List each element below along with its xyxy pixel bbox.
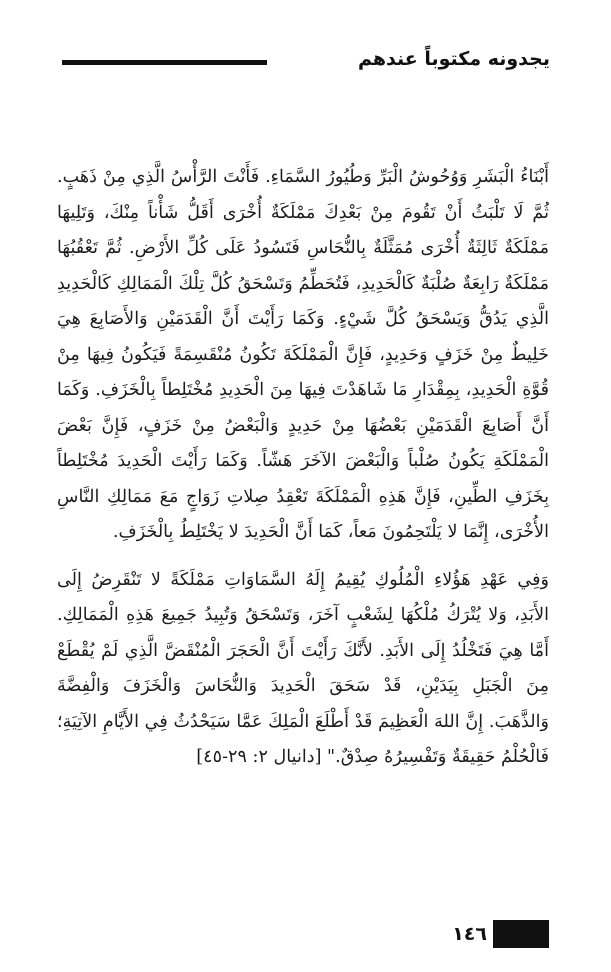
header-rule <box>62 60 267 65</box>
page-number-block <box>493 920 549 948</box>
paragraph-1: أَبْنَاءُ الْبَشَرِ وَوُحُوشُ الْبَرِّ وَطُيُورُ السَّمَاءِ. فَأَنْتَ الرَّأْسُ الَّذِي مِنْ ذَهَبٍ. ثُمَّ لَا تَلْبَثُ أَنْ تَقُومَ مِنْ بَعْدِكَ مَمْلَكَةٌ أُخْرَى أَقَلُّ شَأْناً مِنْكَ، وَتَلِيهَا مَمْلَكَةٌ ثَالِثَةٌ أُخْرَى مُمَثَّلَةٌ بِالنُّحَاسِ فَتَسُودُ عَلَى كُلِّ الأَرْضِ. ثُمَّ تَعْقُبُهَا مَمْلَكَةٌ رَابِعَةٌ صُلْبَةٌ كَالْحَدِيدِ، فَتُحَطِّمُ وَتَسْحَقُ كُلَّ تِلْكَ الْمَمَالِكِ كَالْحَدِيدِ الَّذِي يَدُقُّ وَيَسْحَقُ كُلَّ شَيْءٍ. وَكَمَا رَأَيْتَ أَنَّ الْقَدَمَيْنِ وَالأَصَابِعَ هِيَ خَلِيطٌ مِنْ خَزَفٍ وَحَدِيدٍ، فَإِنَّ الْمَمْلَكَةَ تَكُونُ مُنْقَسِمَةً فَيَكُونُ فِيهَا مِنْ قُوَّةِ الْحَدِيدِ، بِمِقْدَارِ مَا شَاهَدْتَ فِيهَا مِنَ الْحَدِيدِ مُخْتَلِطاً بِالْخَزَفِ. وَكَمَا أَنَّ أَصَابِعَ الْقَدَمَيْنِ بَعْضُهَا مِنْ حَدِيدٍ وَالْبَعْضُ مِنْ خَزَفٍ، فَإِنَّ بَعْضَ الْمَمْلَكَةِ يَكُونُ صُلْباً وَالْبَعْضَ الآخَرَ هَشّاً. وَكَمَا رَأَيْتَ الْحَدِيدَ مُخْتَلِطاً بِخَزَفِ الطِّينِ، فَإِنَّ هَذِهِ الْمَمْلَكَةَ تَعْقِدُ صِلاتِ زَوَاجٍ مَعَ مَمَالِكِ النَّاسِ الأُخْرَى، إِنَّمَا لا يَلْتَحِمُونَ مَعاً، كَمَا أَنَّ الْحَدِيدَ لا يَخْتَلِطُ بِالْخَزَفِ. <box>57 167 549 542</box>
paragraph-2: وَفِي عَهْدِ هَؤُلاءِ الْمُلُوكِ يُقِيمُ إِلَهُ السَّمَاوَاتِ مَمْلَكَةً لا تَنْقَرِضُ إِلَى الأَبَدِ، وَلا يُتْرَكُ مُلْكُهَا لِشَعْبٍ آخَرَ، وَتَسْحَقُ وَتُبِيدُ جَمِيعَ هَذِهِ الْمَمَالِكِ. أَمَّا هِيَ فَتَخْلُدُ إِلَى الأَبَدِ. لأَنَّكَ رَأَيْتَ أَنَّ الْحَجَرَ الْمُنْقَضَّ الَّذِي لَمْ يُقْطَعْ مِنَ الْجَبَلِ بِيَدَيْنِ، قَدْ سَحَقَ الْحَدِيدَ وَالنُّحَاسَ وَالْخَزَفَ وَالْفِضَّةَ وَالذَّهَبَ. إِنَّ اللهَ الْعَظِيمَ قَدْ أَطْلَعَ الْمَلِكَ عَمَّا سَيَحْدُثُ فِي الأَيَّامِ الآتِيَةِ؛ فَالْحُلْمُ حَقِيقَةٌ وَتَفْسِيرُهُ صِدْقٌ." [دانيال ٢: ٢٩-٤٥] <box>57 569 549 767</box>
running-header-title: يجدونه مكتوباً عندهم <box>357 48 550 70</box>
body-text <box>57 160 549 776</box>
page-number: ١٤٦ <box>452 923 487 945</box>
running-header <box>62 44 550 78</box>
